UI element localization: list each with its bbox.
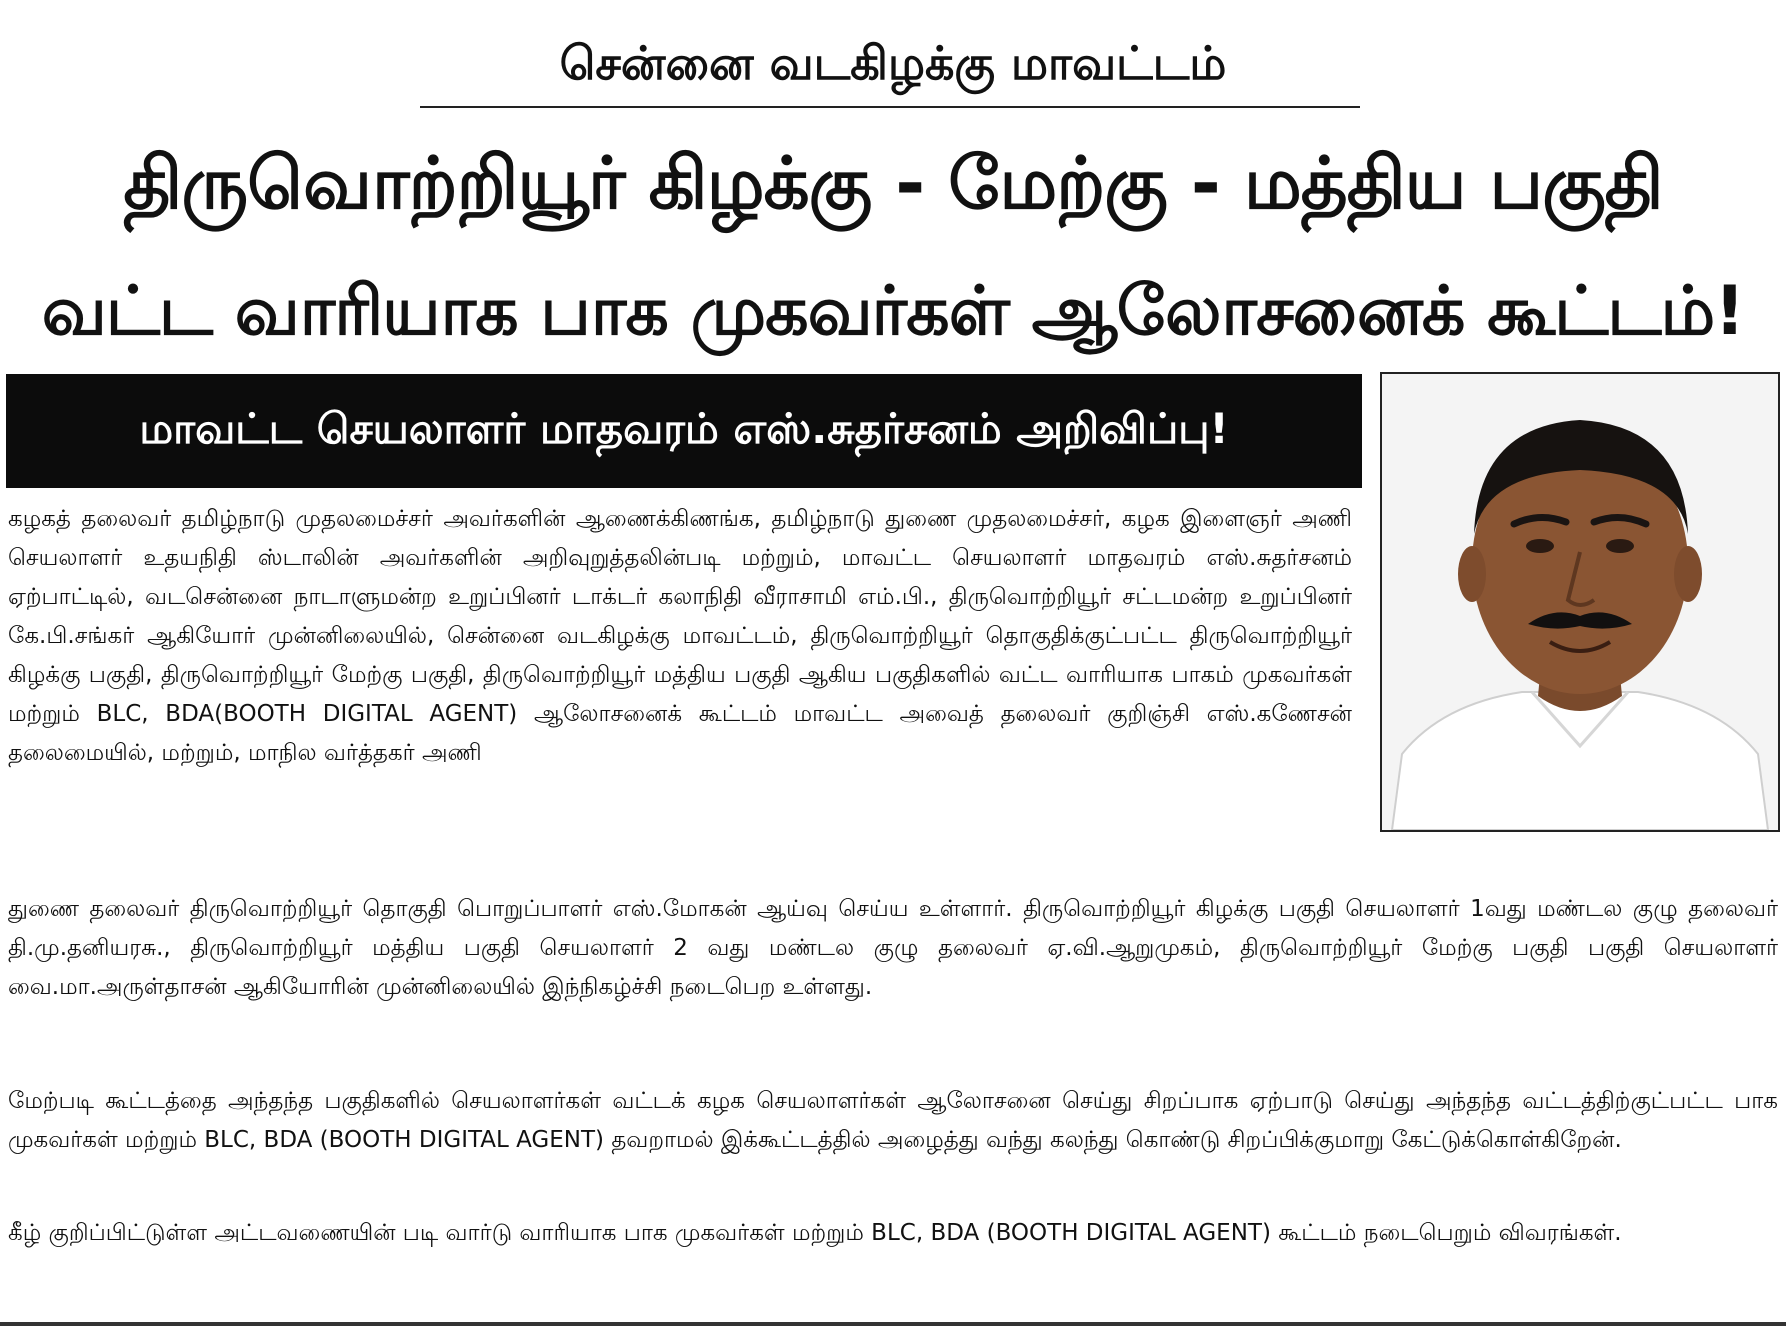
banner-text: மாவட்ட செயலாளர் மாதவரம் எஸ்.சுதர்சனம் அறிவிப்பு! xyxy=(139,403,1229,453)
headline-line-2: வட்ட வாரியாக பாக முகவர்கள் ஆலோசனைக் கூட்டம்! xyxy=(41,272,1745,351)
portrait-illustration xyxy=(1382,374,1778,830)
heading-underline xyxy=(420,106,1360,108)
district-heading: சென்னை வடகிழக்கு மாவட்டம் xyxy=(559,36,1227,90)
bottom-divider xyxy=(0,1322,1786,1326)
body-paragraph-1: கழகத் தலைவர் தமிழ்நாடு முதலமைச்சர் அவர்களின் ஆணைக்கிணங்க, தமிழ்நாடு துணை முதலமைச்சர், கழக இளைஞர் அணி செயலாளர் உதயநிதி ஸ்டாலின் அவர்களின் அறிவுறுத்தலின்படி மற்றும், மாவட்ட செயலாளர் மாதவரம் எஸ்.சுதர்சனம் ஏற்பாட்டில், வடசென்னை நாடாளுமன்ற உறுப்பினர் டாக்டர் கலாநிதி வீராசாமி எம்.பி., திருவொற்றியூர் சட்டமன்ற உறுப்பினர் கே.பி.சங்கர் ஆகியோர் முன்னிலையில், சென்னை வடகிழக்கு மாவட்டம், திருவொற்றியூர் தொகுதிக்குட்பட்ட திருவொற்றியூர் கிழக்கு பகுதி, திருவொற்றியூர் மேற்கு பகுதி, திருவொற்றியூர் மத்திய பகுதி ஆகிய பகுதிகளில் வட்ட வாரியாக பாகம் முகவர்கள் மற்றும் BLC, BDA(BOOTH DIGITAL AGENT) ஆலோசனைக் கூட்டம் மாவட்ட அவைத் தலைவர் குறிஞ்சி எஸ்.கணேசன் தலைமையில், மற்றும், மாநில வர்த்தகர் அணி xyxy=(8,506,1352,766)
body-paragraph-3: மேற்படி கூட்டத்தை அந்தந்த பகுதிகளில் செயலாளர்கள் வட்டக் கழக செயலாளர்கள் ஆலோசனை செய்து சிறப்பாக ஏற்பாடு செய்து அந்தந்த வட்டத்திற்குட்பட்ட பாக முகவர்கள் மற்றும் BLC, BDA (BOOTH DIGITAL AGENT) தவறாமல் இக்கூட்டத்தில் அழைத்து வந்து கலந்து கொண்டு சிறப்பிக்குமாறு கேட்டுக்கொள்கிறேன். xyxy=(8,1088,1778,1153)
body-paragraph-4: கீழ் குறிப்பிட்டுள்ள அட்டவணையின் படி வார்டு வாரியாக பாக முகவர்கள் மற்றும் BLC, BDA (BOOTH DIGITAL AGENT) கூட்டம் நடைபெறும் விவரங்கள். xyxy=(8,1220,1622,1246)
announcement-banner xyxy=(6,374,1362,488)
portrait-photo xyxy=(1380,372,1780,832)
body-paragraph-2: துணை தலைவர் திருவொற்றியூர் தொகுதி பொறுப்பாளர் எஸ்.மோகன் ஆய்வு செய்ய உள்ளார். திருவொற்றியூர் கிழக்கு பகுதி செயலாளர் 1வது மண்டல குழு தலைவர் தி.மு.தனியரசு., திருவொற்றியூர் மத்திய பகுதி செயலாளர் 2 வது மண்டல குழு தலைவர் ஏ.வி.ஆறுமுகம், திருவொற்றியூர் மேற்கு பகுதி பகுதி செயலாளர் வை.மா.அருள்தாசன் ஆகியோரின் முன்னிலையில் இந்நிகழ்ச்சி நடைபெற உள்ளது. xyxy=(8,896,1778,1000)
headline-line-1: திருவொற்றியூர் கிழக்கு - மேற்கு - மத்திய பகுதி xyxy=(123,141,1663,225)
